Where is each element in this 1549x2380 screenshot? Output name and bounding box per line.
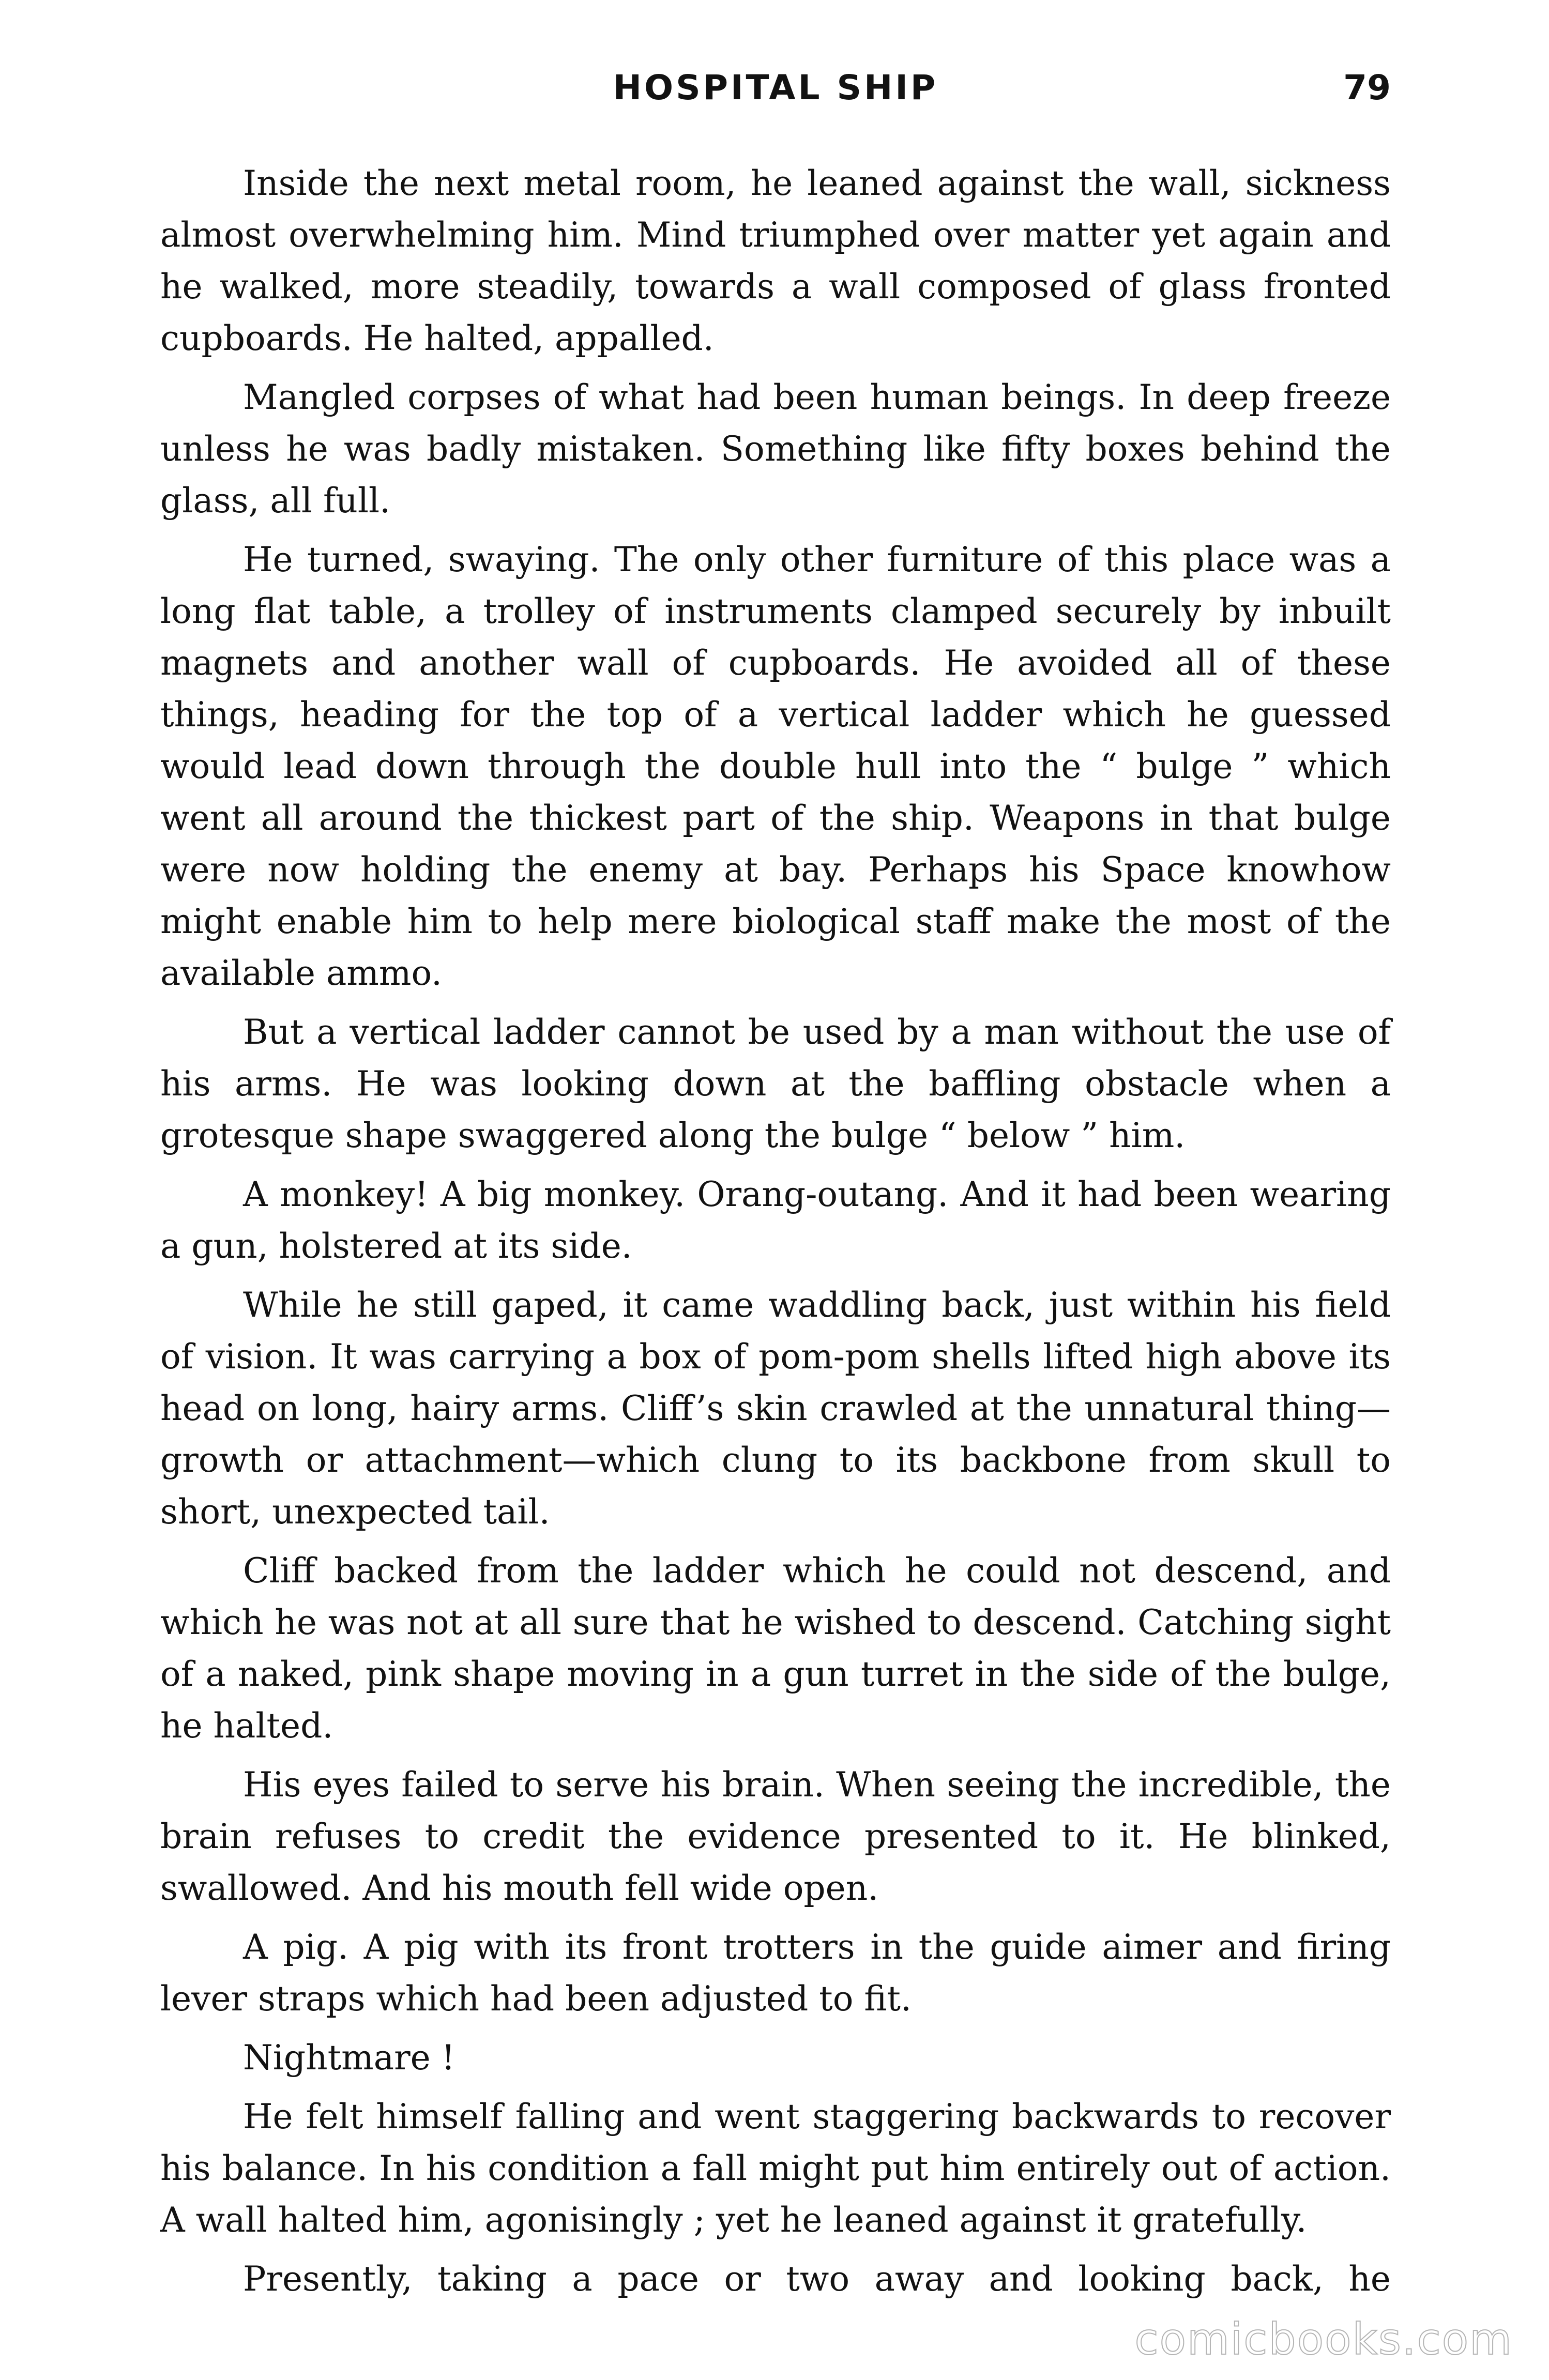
- paragraph-4: But a vertical ladder cannot be used by a man without the use of his arms. He was looking down at the baffling obstacle when a grotesque shape swaggered along the bulge “ below ” him.: [160, 1012, 1391, 1155]
- paragraph-5: A monkey! A big monkey. Orang-outang. And it had been wearing a gun, holstered at its side.: [160, 1174, 1391, 1266]
- paragraph-10: Nightmare !: [243, 2038, 455, 2078]
- paragraph-9: A pig. A pig with its front trotters in the guide aimer and firing lever straps which had been adjusted to fit.: [160, 1927, 1391, 2019]
- page-number: 79: [1343, 68, 1391, 108]
- paragraph-3: He turned, swaying. The only other furniture of this place was a long flat table, a trolley of instruments clamped securely by inbuilt magnets and another wall of cupboards. He avoided all of these things, heading for the top of a vertical ladder which he guessed would lead down through the double hull into the “ bulge ” which went all around the thickest part of the ship. Weapons in that bulge were now holding the enemy at bay. Perhaps his Space knowhow might enable him to help mere biological staff make the most of the available ammo.: [160, 540, 1391, 993]
- paragraph-7: Cliff backed from the ladder which he could not descend, and which he was not at all sure that he wished to descend. Catching sight of a naked, pink shape moving in a gun turret in the side of the bulge, he halted.: [160, 1551, 1391, 1746]
- paragraph-6: While he still gaped, it came waddling back, just within his field of vision. It was carrying a box of pom-pom shells lifted high above its head on long, hairy arms. Cliff’s skin crawled at the unnatural thing—growth or attachment—which clung to its backbone from skull to short, unexpected tail.: [160, 1285, 1391, 1532]
- paragraph-12: Presently, taking a pace or two away and looking back, he: [243, 2259, 1391, 2299]
- paragraph-8: His eyes failed to serve his brain. When seeing the incredible, the brain refuses to credit the evidence presented to it. He blinked, swallowed. And his mouth fell wide open.: [160, 1765, 1391, 1908]
- running-head: [160, 62, 1391, 114]
- body-text: [160, 158, 1391, 2312]
- watermark: comicbooks.com: [1134, 2314, 1513, 2364]
- running-title: HOSPITAL SHIP: [613, 68, 938, 108]
- paragraph-1: Inside the next metal room, he leaned against the wall, sickness almost overwhelming him. Mind triumphed over matter yet again and he walked, more steadily, towards a wall composed of glass fronted cupboards. He halted, appalled.: [160, 163, 1391, 358]
- paragraph-2: Mangled corpses of what had been human beings. In deep freeze unless he was badly mistaken. Something like fifty boxes behind the glass, all full.: [160, 377, 1391, 521]
- paragraph-11: He felt himself falling and went staggering backwards to recover his balance. In his condition a fall might put him entirely out of action. A wall halted him, agonisingly ; yet he leaned against it gratefully.: [160, 2097, 1391, 2240]
